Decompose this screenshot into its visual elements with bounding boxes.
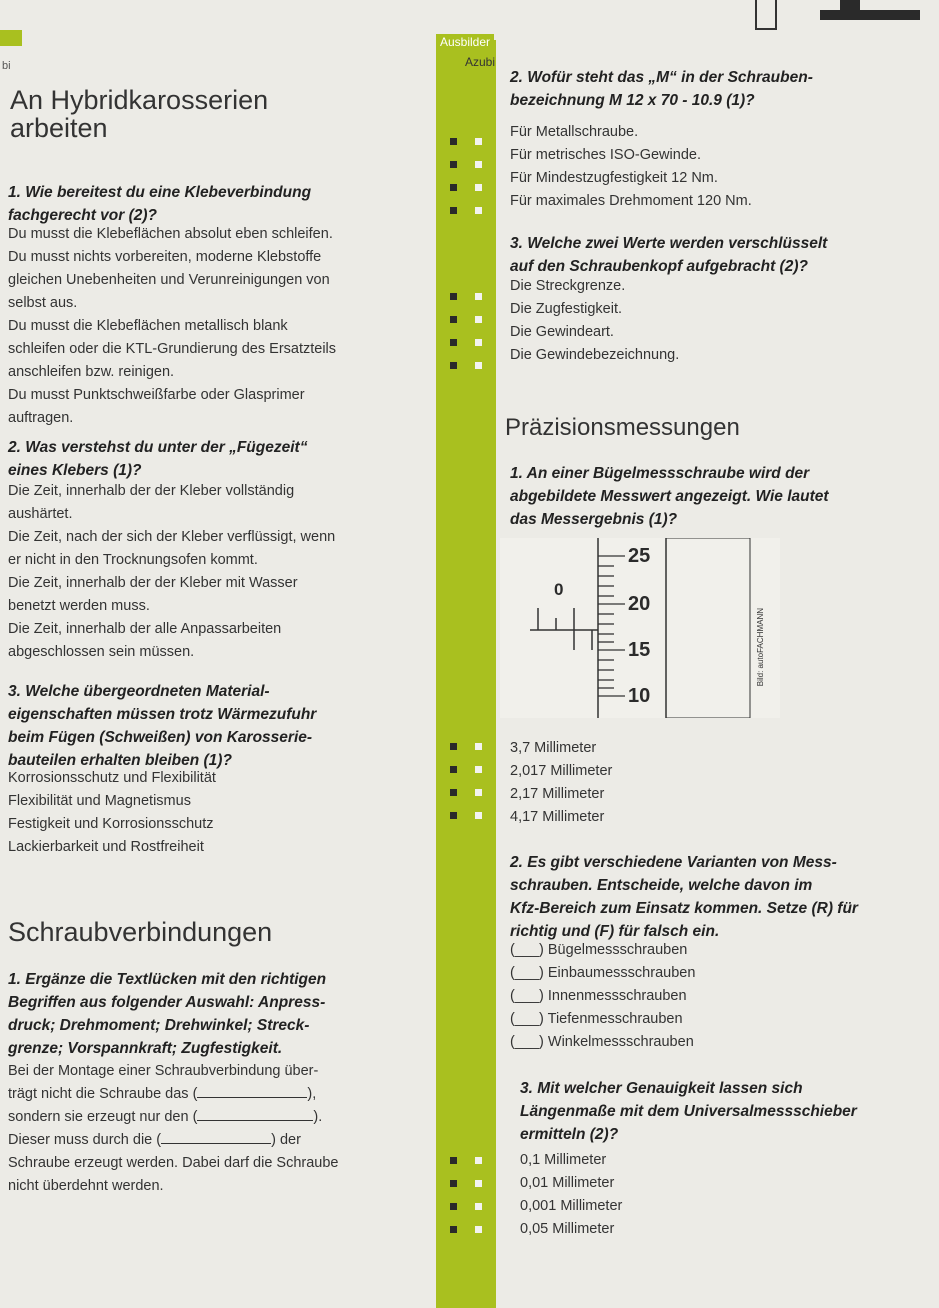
azubi-checkbox[interactable]	[475, 293, 482, 300]
section-title-precision: Präzisionsmessungen	[505, 414, 740, 441]
question-micrometer-reading: 1. An einer Bügelmessschraube wird der abgebildete Messwert angezeigt. Wie lautet das Messergebnis (1)?	[510, 465, 829, 528]
option-text: anschleifen bzw. reinigen.	[8, 364, 175, 380]
option-text: Für metrisches ISO-Gewinde.	[510, 147, 701, 163]
gauge-label-25: 25	[628, 545, 651, 567]
rf-row: (___) Tiefenmesschrauben	[510, 1011, 683, 1027]
green-divider	[436, 40, 496, 1308]
option-text: Für Metallschraube.	[510, 124, 639, 140]
image-credit: Bild: autoFACHMANN	[756, 608, 765, 687]
option-text: Korrosionsschutz und Flexibilität	[8, 770, 216, 786]
question-caliper-accuracy: 3. Mit welcher Genauigkeit lassen sich Längenmaße mit dem Universalmessschieber ermitteln (2)?	[520, 1080, 857, 1143]
gauge-label-15: 15	[628, 639, 651, 661]
answers-joining-time	[8, 480, 335, 664]
rf-row: (___) Winkelmessschrauben	[510, 1034, 694, 1050]
azubi-checkbox[interactable]	[475, 1180, 482, 1187]
ausbilder-checkbox[interactable]	[450, 1157, 457, 1164]
option-text: Du musst die Klebeflächen absolut eben schleifen.	[8, 226, 333, 242]
ausbilder-checkbox[interactable]	[450, 743, 457, 750]
section-title-hybrid: An Hybridkarosserien arbeiten	[10, 85, 269, 143]
ausbilder-checkbox[interactable]	[450, 789, 457, 796]
ausbilder-checkbox[interactable]	[450, 1226, 457, 1233]
answers-m-meaning	[510, 121, 752, 213]
question-screw-head-values: 3. Welche zwei Werte werden verschlüsselt auf den Schraubenkopf aufgebracht (2)?	[510, 235, 828, 275]
option-text: 3,7 Millimeter	[510, 740, 597, 756]
option-text: Lackierbarkeit und Rostfreiheit	[8, 839, 204, 855]
question-joining-time: 2. Was verstehst du unter der „Fügezeit“ eines Klebers (1)?	[8, 439, 308, 479]
question-micrometer-variants: 2. Es gibt verschiedene Varianten von Mess- schrauben. Entscheide, welche davon im Kfz-Bereich zum Einsatz kommen. Setze (R) für richtig und (F) für falsch ein.	[510, 854, 858, 940]
option-text: Du musst Punktschweißfarbe oder Glasprimer	[8, 387, 305, 403]
answers-micrometer-variants	[510, 939, 695, 1054]
option-text: Für maximales Drehmoment 120 Nm.	[510, 193, 752, 209]
option-text: gleichen Unebenheiten und Verunreinigungen von	[8, 272, 330, 288]
option-text: Die Zugfestigkeit.	[510, 301, 623, 317]
gap-input-2[interactable]	[197, 1108, 313, 1121]
top-right-glyph	[755, 0, 777, 30]
azubi-checkbox[interactable]	[475, 362, 482, 369]
rf-row: (___) Bügelmessschrauben	[510, 942, 688, 958]
option-text: 2,017 Millimeter	[510, 763, 613, 779]
ausbilder-checkbox[interactable]	[450, 766, 457, 773]
section-title-screw-connections: Schraubverbindungen	[8, 917, 273, 947]
rf-input[interactable]: (___)	[510, 1011, 544, 1027]
rf-input[interactable]: (___)	[510, 1034, 544, 1050]
option-text: er nicht in den Trocknungsofen kommt.	[8, 552, 258, 568]
question-glue-prep: 1. Wie bereitest du eine Klebeverbindung fachgerecht vor (2)?	[8, 184, 312, 224]
ausbilder-checkbox[interactable]	[450, 316, 457, 323]
azubi-label: Azubi	[465, 55, 496, 69]
gap-input-1[interactable]	[197, 1085, 307, 1098]
ausbilder-checkbox[interactable]	[450, 812, 457, 819]
azubi-checkbox[interactable]	[475, 766, 482, 773]
option-text: selbst aus.	[8, 295, 78, 311]
option-text: Du musst die Klebeflächen metallisch blank	[8, 318, 288, 334]
option-text: auftragen.	[8, 410, 74, 426]
azubi-checkbox[interactable]	[475, 184, 482, 191]
azubi-checkbox[interactable]	[475, 1157, 482, 1164]
option-text: Für Mindestzugfestigkeit 12 Nm.	[510, 170, 718, 186]
option-text: Die Zeit, nach der sich der Kleber verflüssigt, wenn	[8, 529, 336, 545]
azubi-checkbox[interactable]	[475, 743, 482, 750]
ausbilder-checkbox[interactable]	[450, 293, 457, 300]
gauge-label-10: 10	[628, 685, 651, 707]
option-text: Die Zeit, innerhalb der alle Anpassarbeiten	[8, 621, 282, 637]
question-material-properties: 3. Welche übergeordneten Material- eigenschaften müssen trotz Wärmezufuhr beim Fügen (Schweißen) von Karosserie- bauteilen erhalten bleiben (1)?	[8, 683, 317, 769]
option-text: 0,05 Millimeter	[520, 1221, 615, 1237]
ausbilder-label: Ausbilder	[436, 34, 494, 50]
question-m-meaning: 2. Wofür steht das „M“ in der Schrauben- bezeichnung M 12 x 70 - 10.9 (1)?	[510, 69, 813, 109]
question-fill-gaps: 1. Ergänze die Textlücken mit den richtigen Begriffen aus folgender Auswahl: Anpress- druck; Drehmoment; Drehwinkel; Streck- grenze; Vorspannkraft; Zugfestigkeit.	[8, 971, 327, 1057]
option-text: Die Streckgrenze.	[510, 278, 626, 294]
azubi-checkbox[interactable]	[475, 138, 482, 145]
ausbilder-checkbox[interactable]	[450, 1180, 457, 1187]
option-text: Flexibilität und Magnetismus	[8, 793, 191, 809]
azubi-checkbox[interactable]	[475, 316, 482, 323]
option-text: Die Zeit, innerhalb der der Kleber vollständig	[8, 483, 295, 499]
azubi-checkbox[interactable]	[475, 1226, 482, 1233]
answers-caliper-accuracy	[520, 1149, 622, 1241]
rf-input[interactable]: (___)	[510, 988, 544, 1004]
option-text: 0,001 Millimeter	[520, 1198, 623, 1214]
ausbilder-checkbox[interactable]	[450, 184, 457, 191]
option-text: schleifen oder die KTL-Grundierung des Ersatzteils	[8, 341, 337, 357]
ausbilder-checkbox[interactable]	[450, 362, 457, 369]
rf-input[interactable]: (___)	[510, 942, 544, 958]
option-text: 4,17 Millimeter	[510, 809, 605, 825]
answers-glue-prep	[8, 223, 336, 430]
option-text: benetzt werden muss.	[8, 598, 150, 614]
option-text: Die Gewindebezeichnung.	[510, 347, 680, 363]
top-right-logo	[820, 0, 939, 22]
corner-small-text: bi	[2, 60, 11, 72]
ausbilder-checkbox[interactable]	[450, 207, 457, 214]
ausbilder-checkbox[interactable]	[450, 339, 457, 346]
rf-row: (___) Einbaumessschrauben	[510, 965, 696, 981]
option-text: abgeschlossen sein müssen.	[8, 644, 195, 660]
option-text: Du musst nichts vorbereiten, moderne Klebstoffe	[8, 249, 322, 265]
answers-screw-head-values	[510, 275, 679, 367]
ausbilder-checkbox[interactable]	[450, 1203, 457, 1210]
option-text: Die Zeit, innerhalb der der Kleber mit Wasser	[8, 575, 298, 591]
option-text: 2,17 Millimeter	[510, 786, 605, 802]
option-text: 0,1 Millimeter	[520, 1152, 607, 1168]
answers-material-properties	[8, 767, 216, 859]
sleeve-label-0: 0	[554, 580, 564, 599]
azubi-checkbox[interactable]	[475, 1203, 482, 1210]
option-text: Festigkeit und Korrosionsschutz	[8, 816, 214, 832]
micrometer-gauge	[500, 538, 780, 718]
answers-micrometer-reading	[510, 737, 612, 829]
option-text: Die Gewindeart.	[510, 324, 614, 340]
gauge-label-20: 20	[628, 593, 651, 615]
rf-row: (___) Innenmessschrauben	[510, 988, 687, 1004]
azubi-checkbox[interactable]	[475, 339, 482, 346]
azubi-checkbox[interactable]	[475, 812, 482, 819]
option-text: aushärtet.	[8, 506, 73, 522]
corner-tab	[0, 30, 22, 46]
fill-gap-text: Bei der Montage einer Schraubverbindung über- trägt nicht die Schraube das ( ), sondern sie erzeugt nur den ( ). Dieser muss durch die ( ) der Schraube erzeugt werden. Dabei darf die Schraube nicht überdehnt werden.	[8, 1063, 339, 1194]
azubi-checkbox[interactable]	[475, 789, 482, 796]
ausbilder-checkbox[interactable]	[450, 161, 457, 168]
option-text: 0,01 Millimeter	[520, 1175, 615, 1191]
rf-input[interactable]: (___)	[510, 965, 544, 981]
azubi-checkbox[interactable]	[475, 161, 482, 168]
gap-input-3[interactable]	[161, 1131, 271, 1144]
ausbilder-checkbox[interactable]	[450, 138, 457, 145]
azubi-checkbox[interactable]	[475, 207, 482, 214]
